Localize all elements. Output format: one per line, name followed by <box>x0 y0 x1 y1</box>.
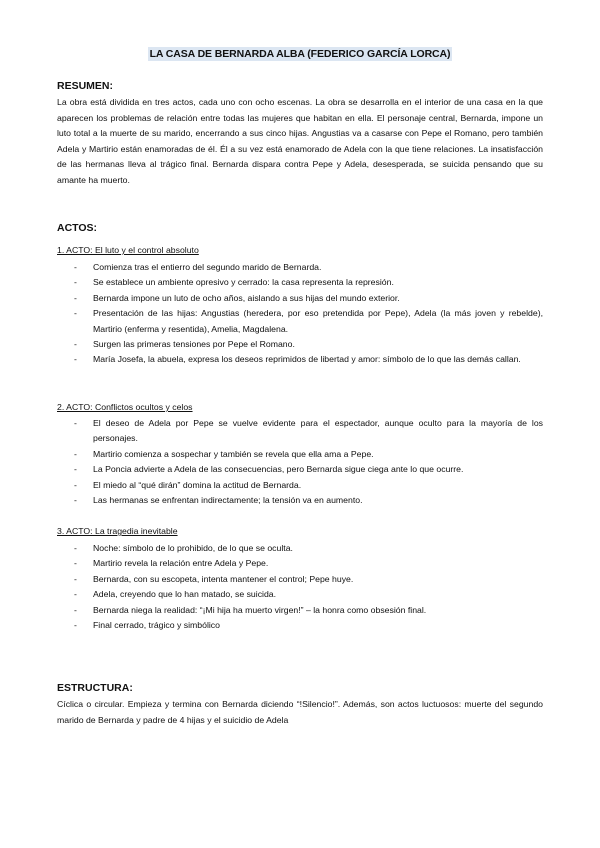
act-1-list <box>57 260 543 368</box>
list-item: - Martirio comienza a sospechar y también se revela que ella ama a Pepe. <box>57 447 543 462</box>
document-title-wrap <box>0 44 600 62</box>
estructura-heading: ESTRUCTURA: <box>57 682 133 694</box>
list-item: - Noche: símbolo de lo prohibido, de lo que se oculta. <box>57 541 543 556</box>
document-title: LA CASA DE BERNARDA ALBA (FEDERICO GARCÍA LORCA) <box>149 48 451 60</box>
list-item: - María Josefa, la abuela, expresa los deseos reprimidos de libertad y amor: símbolo de lo que las demás callan. <box>57 352 543 367</box>
list-item: - Comienza tras el entierro del segundo marido de Bernarda. <box>57 260 543 275</box>
act-2-list <box>57 416 543 508</box>
resumen-text: La obra está dividida en tres actos, cada uno con ocho escenas. La obra se desarrolla en el interior de una casa en la que aparecen los problemas de relación entre todas las mujeres que habitan en ella. El personaje central, Bernarda, impone un luto total a la muerte de su marido, encerrando a sus cinco hijas. Angustias va a casarse con Pepe el Romano, pero también Adela y Martirio están enamoradas de él. Él a su vez está enamorado de Adela con la que tiene relaciones. La insatisfacción de las hermanas lleva al trágico final. Bernarda dispara contra Pepe y Adela, desesperada, se suicida pensando que su amante ha muerto. <box>57 97 543 185</box>
act-3-title: 3. ACTO: La tragedia inevitable <box>57 526 178 536</box>
list-item: - Presentación de las hijas: Angustias (heredera, por eso pretendida por Pepe), Adela (la más joven y rebelde), Martirio (enferma y resentida), Amelia, Magdalena. <box>57 306 543 337</box>
list-item: - Martirio revela la relación entre Adela y Pepe. <box>57 556 543 571</box>
resumen-heading: RESUMEN: <box>57 80 114 92</box>
list-item: - Bernarda, con su escopeta, intenta mantener el control; Pepe huye. <box>57 572 543 587</box>
list-item: - Adela, creyendo que lo han matado, se suicida. <box>57 587 543 602</box>
list-item: - Surgen las primeras tensiones por Pepe el Romano. <box>57 337 543 352</box>
act-1-title: 1. ACTO: El luto y el control absoluto <box>57 245 199 255</box>
estructura-text: Cíclica o circular. Empieza y termina con Bernarda diciendo “!Silencio!”. Además, son actos luctuosos: muerte del segundo marido de Bernarda y padre de 4 hijas y el suicidio de Adela <box>57 699 543 725</box>
list-item: - El miedo al “qué dirán” domina la actitud de Bernarda. <box>57 478 543 493</box>
list-item: - Final cerrado, trágico y simbólico <box>57 618 543 633</box>
act-2-title: 2. ACTO: Conflictos ocultos y celos <box>57 402 193 412</box>
list-item: - La Poncia advierte a Adela de las consecuencias, pero Bernarda sigue ciega ante lo que ocurre. <box>57 462 543 477</box>
list-item: - Bernarda niega la realidad: “¡Mi hija ha muerto virgen!” – la honra como obsesión final. <box>57 603 543 618</box>
list-item: - Se establece un ambiente opresivo y cerrado: la casa representa la represión. <box>57 275 543 290</box>
list-item: - Bernarda impone un luto de ocho años, aislando a sus hijas del mundo exterior. <box>57 291 543 306</box>
list-item: - Las hermanas se enfrentan indirectamente; la tensión va en aumento. <box>57 493 543 508</box>
list-item: - El deseo de Adela por Pepe se vuelve evidente para el espectador, aunque oculto para la mayoría de los personajes. <box>57 416 543 447</box>
actos-heading: ACTOS: <box>57 222 98 234</box>
act-3-list <box>57 541 543 633</box>
